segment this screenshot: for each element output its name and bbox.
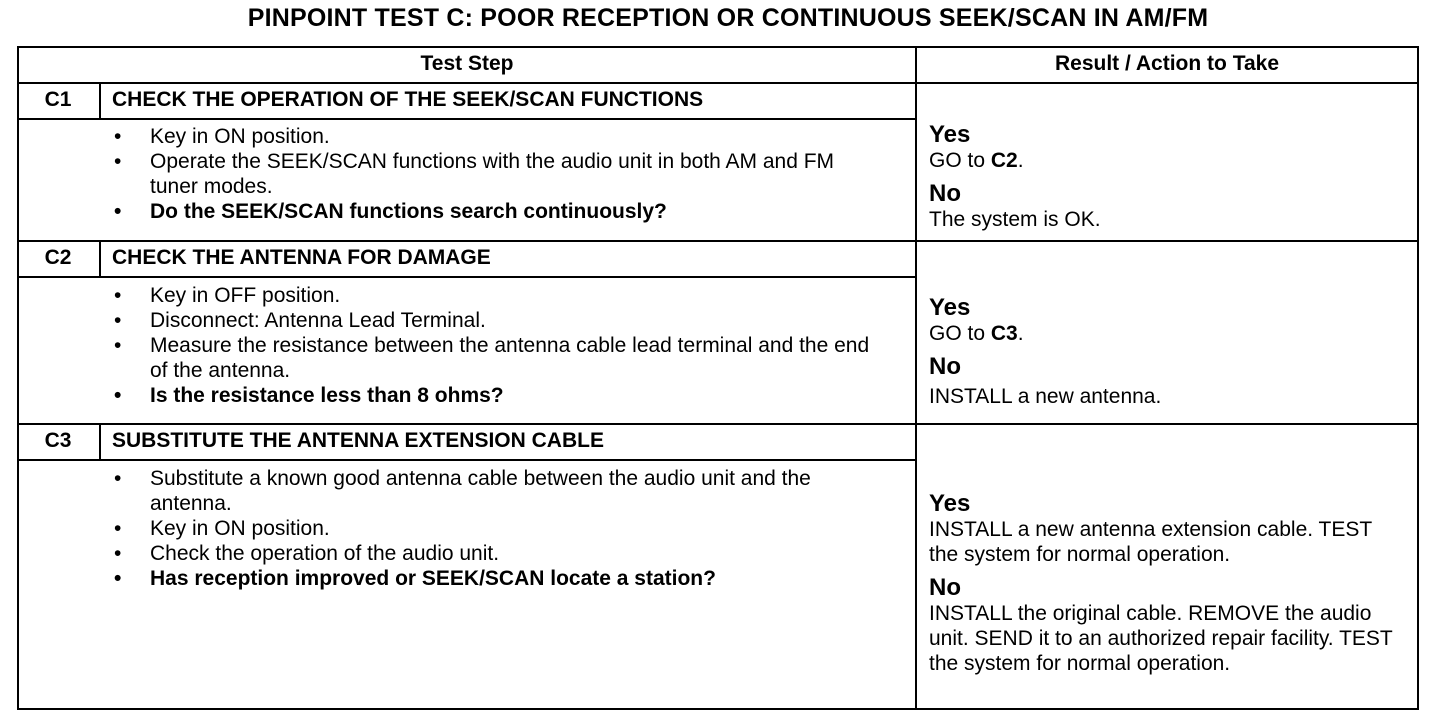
result-header: Result / Action to Take: [1054, 52, 1280, 75]
yes-label: Yes: [929, 121, 971, 148]
list-item: • Operate the SEEK/SCAN functions with the audio unit in both AM and FM tuner modes.: [112, 149, 882, 199]
step-c1-title-divider: [17, 118, 917, 120]
step-c3-instructions: [112, 466, 882, 591]
no-action-text: The system is OK.: [929, 208, 1101, 231]
list-item: • Substitute a known good antenna cable between the audio unit and the antenna.: [112, 466, 882, 516]
step-c2-bottom-divider: [17, 423, 1419, 425]
no-action-text: INSTALL a new antenna.: [929, 385, 1162, 408]
step-id-c1: C1: [44, 88, 72, 111]
header-divider: [17, 82, 1419, 84]
yes-action-text: GO to: [929, 149, 991, 172]
step-title-c3: SUBSTITUTE THE ANTENNA EXTENSION CABLE: [112, 429, 604, 452]
step-c1-bottom-divider: [17, 240, 1419, 242]
step-c2-question: • Is the resistance less than 8 ohms?: [112, 383, 882, 408]
step-id-c2: C2: [44, 246, 72, 269]
step-c1-instructions: [112, 124, 882, 224]
step-c2-instructions: [112, 283, 882, 408]
column-divider: [915, 46, 917, 710]
no-label: No: [929, 353, 961, 380]
step-c3-id-divider: [99, 423, 101, 461]
yes-label: Yes: [929, 490, 971, 517]
step-c3-question: • Has reception improved or SEEK/SCAN locate a station?: [112, 566, 882, 591]
list-item: • Key in OFF position.: [112, 283, 882, 308]
list-item: • Key in ON position.: [112, 124, 882, 149]
test-step-header: Test Step: [420, 52, 514, 75]
page-title: PINPOINT TEST C: POOR RECEPTION OR CONTINUOUS SEEK/SCAN IN AM/FM: [247, 4, 1209, 32]
step-c3-result: [929, 491, 1409, 676]
step-id-c3: C3: [44, 429, 72, 452]
yes-action-text: INSTALL a new antenna extension cable. TEST the system for normal operation.: [929, 518, 1372, 566]
step-c3-title-divider: [17, 459, 917, 461]
list-item: • Key in ON position.: [112, 516, 882, 541]
yes-action-text: GO to: [929, 322, 991, 345]
step-c1-question: • Do the SEEK/SCAN functions search continuously?: [112, 199, 882, 224]
yes-action-target: C2: [990, 149, 1018, 172]
step-title-c1: CHECK THE OPERATION OF THE SEEK/SCAN FUNCTIONS: [112, 88, 704, 111]
step-c1-result: Yes GO to C2. No The system is OK.: [929, 122, 1409, 232]
list-item: • Check the operation of the audio unit.: [112, 541, 882, 566]
list-item: • Disconnect: Antenna Lead Terminal.: [112, 308, 882, 333]
list-item: • Measure the resistance between the antenna cable lead terminal and the end of the antenna.: [112, 333, 882, 383]
yes-action-target: C3: [990, 322, 1018, 345]
step-c2-title-divider: [17, 276, 917, 278]
step-c2-result: Yes GO to C3. No INSTALL a new antenna.: [929, 295, 1409, 409]
yes-label: Yes: [929, 294, 971, 321]
step-title-c2: CHECK THE ANTENNA FOR DAMAGE: [112, 246, 491, 269]
no-label: No: [929, 180, 961, 207]
step-c1-id-divider: [99, 82, 101, 120]
no-label: No: [929, 574, 961, 601]
no-action-text: INSTALL the original cable. REMOVE the audio unit. SEND it to an authorized repair facility. TEST the system for normal operation.: [929, 602, 1393, 675]
step-c2-id-divider: [99, 240, 101, 278]
